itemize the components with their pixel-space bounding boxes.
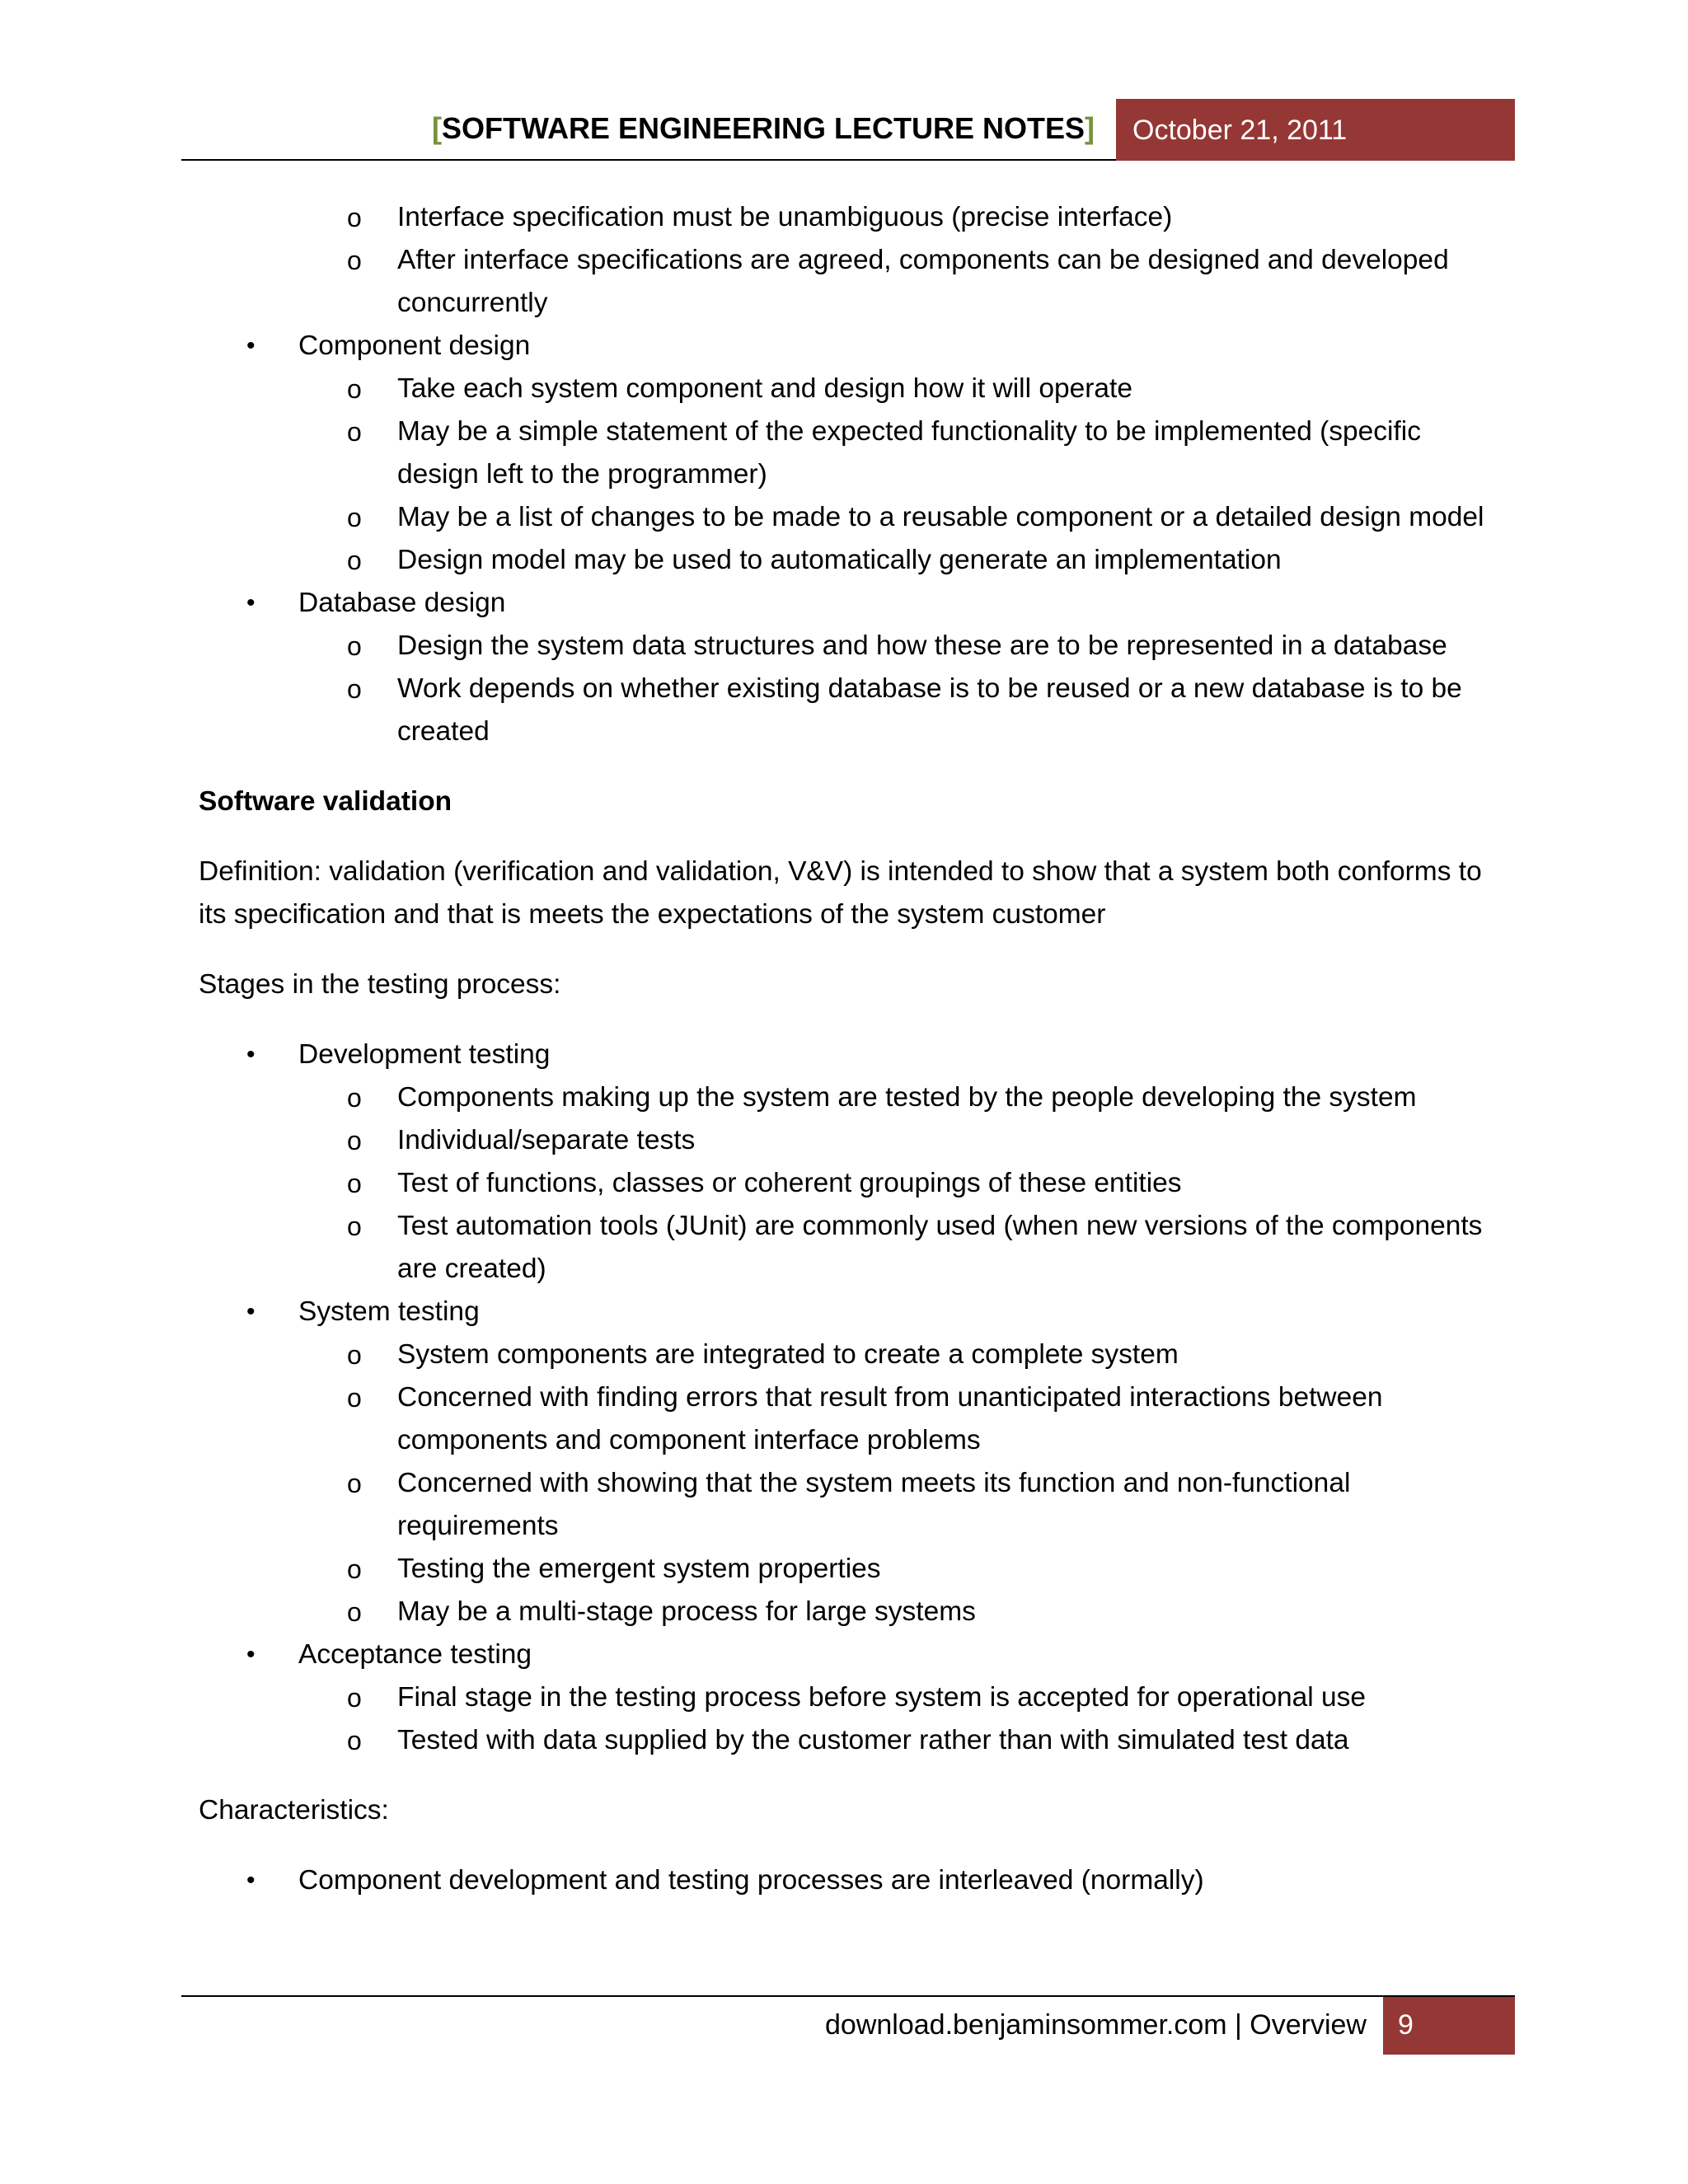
bullet-characteristic bbox=[199, 1859, 1501, 1902]
list-item bbox=[199, 496, 1501, 539]
list-item bbox=[199, 1719, 1501, 1762]
sub-bullet-marker: o bbox=[347, 417, 362, 447]
sub-bullet-marker: o bbox=[347, 1554, 362, 1584]
list-item-text: Interface specification must be unambiguous (precise interface) bbox=[397, 202, 1173, 232]
list-item-text: Concerned with showing that the system meets its function and non-functional requirements bbox=[397, 1468, 1351, 1541]
header-bracket-close: ] bbox=[1085, 111, 1095, 145]
bullet-marker: • bbox=[246, 1298, 256, 1325]
spacer bbox=[199, 1832, 1501, 1859]
list-item-text: Work depends on whether existing database is to be reused or a new database is to be created bbox=[397, 673, 1462, 747]
header-bracket-open: [ bbox=[431, 111, 442, 145]
sub-bullet-marker: o bbox=[347, 1212, 362, 1241]
characteristics-intro: Characteristics: bbox=[199, 1795, 389, 1825]
list-item-text: Test automation tools (JUnit) are commonly used (when new versions of the components are created) bbox=[397, 1211, 1483, 1284]
bullet-database-design bbox=[199, 582, 1501, 625]
list-item-text: May be a list of changes to be made to a reusable component or a detailed design model bbox=[397, 502, 1484, 532]
sub-bullet-marker: o bbox=[347, 503, 362, 532]
header-date: October 21, 2011 bbox=[1116, 99, 1515, 161]
bullet-component-design bbox=[199, 325, 1501, 368]
list-item-text: Final stage in the testing process before system is accepted for operational use bbox=[397, 1682, 1367, 1713]
sub-bullet-marker: o bbox=[347, 1083, 362, 1113]
sub-bullet-marker: o bbox=[347, 374, 362, 404]
list-item-text: Components making up the system are tested by the people developing the system bbox=[397, 1082, 1417, 1113]
list-item bbox=[199, 539, 1501, 582]
bullet-system-testing bbox=[199, 1291, 1501, 1333]
list-item-text: Design the system data structures and how these are to be represented in a database bbox=[397, 630, 1447, 661]
sub-bullet-marker: o bbox=[347, 203, 362, 232]
sub-bullet-marker: o bbox=[347, 1726, 362, 1755]
list-item bbox=[199, 1333, 1501, 1376]
footer-source: download.benjaminsommer.com | Overview bbox=[825, 2009, 1367, 2041]
sub-bullet-marker: o bbox=[347, 1126, 362, 1155]
bullet-label: Component development and testing processes are interleaved (normally) bbox=[298, 1865, 1204, 1896]
list-item-text: System components are integrated to create a complete system bbox=[397, 1339, 1179, 1370]
bullet-label: Development testing bbox=[298, 1039, 551, 1070]
spacer bbox=[199, 1006, 1501, 1033]
bullet-label: Acceptance testing bbox=[298, 1639, 532, 1670]
bullet-label: Component design bbox=[298, 330, 531, 361]
bullet-marker: • bbox=[246, 1041, 256, 1068]
list-item bbox=[199, 1076, 1501, 1119]
bullet-acceptance-testing bbox=[199, 1633, 1501, 1676]
bullet-marker: • bbox=[246, 1641, 256, 1668]
list-item-text: Test of functions, classes or coherent groupings of these entities bbox=[397, 1168, 1182, 1198]
list-item bbox=[199, 1591, 1501, 1633]
list-item-text: Tested with data supplied by the customer rather than with simulated test data bbox=[397, 1725, 1349, 1755]
list-item bbox=[199, 1205, 1501, 1291]
page-content bbox=[199, 196, 1501, 1902]
list-item-text: May be a multi-stage process for large systems bbox=[397, 1596, 976, 1627]
bullet-label: Database design bbox=[298, 588, 506, 618]
sub-bullet-marker: o bbox=[347, 1597, 362, 1627]
sub-bullet-marker: o bbox=[347, 546, 362, 575]
list-item-text: Design model may be used to automatically generate an implementation bbox=[397, 545, 1282, 575]
page-header bbox=[181, 99, 1515, 161]
list-item bbox=[199, 1376, 1501, 1462]
bullet-marker: • bbox=[246, 332, 256, 359]
list-item-text: After interface specifications are agreed, components can be designed and developed concurrently bbox=[397, 245, 1449, 318]
list-item bbox=[199, 1548, 1501, 1591]
list-item bbox=[199, 625, 1501, 668]
sub-bullet-marker: o bbox=[347, 1169, 362, 1198]
bullet-development-testing bbox=[199, 1033, 1501, 1076]
sub-bullet-marker: o bbox=[347, 631, 362, 661]
definition-paragraph: Definition: validation (verification and validation, V&V) is intended to show that a system both conforms to its specification and that is meets the expectations of the system customer bbox=[199, 856, 1482, 930]
list-item bbox=[199, 668, 1501, 753]
list-item bbox=[199, 368, 1501, 410]
stages-intro: Stages in the testing process: bbox=[199, 969, 561, 1000]
list-item-text: Concerned with finding errors that result from unanticipated interactions between components and component interface problems bbox=[397, 1382, 1383, 1455]
sub-bullet-marker: o bbox=[347, 1683, 362, 1713]
sub-bullet-marker: o bbox=[347, 674, 362, 704]
list-item-text: Individual/separate tests bbox=[397, 1125, 696, 1155]
spacer bbox=[199, 1762, 1501, 1789]
list-item-text: Take each system component and design how it will operate bbox=[397, 373, 1132, 404]
sub-bullet-marker: o bbox=[347, 1469, 362, 1498]
list-item bbox=[199, 410, 1501, 496]
list-item bbox=[199, 1676, 1501, 1719]
page-number: 9 bbox=[1383, 1997, 1515, 2055]
sub-bullet-marker: o bbox=[347, 1340, 362, 1370]
list-item bbox=[199, 1462, 1501, 1548]
list-item bbox=[199, 1119, 1501, 1162]
spacer bbox=[199, 823, 1501, 851]
sub-bullet-marker: o bbox=[347, 1383, 362, 1413]
spacer bbox=[199, 753, 1501, 780]
bullet-label: System testing bbox=[298, 1296, 480, 1327]
section-heading: Software validation bbox=[199, 786, 452, 817]
spacer bbox=[199, 936, 1501, 963]
list-item bbox=[199, 196, 1501, 239]
bullet-marker: • bbox=[246, 589, 256, 616]
bullet-marker: • bbox=[246, 1867, 256, 1894]
header-title-text: SOFTWARE ENGINEERING LECTURE NOTES bbox=[441, 111, 1085, 145]
list-item bbox=[199, 1162, 1501, 1205]
list-item bbox=[199, 239, 1501, 325]
list-item-text: May be a simple statement of the expected functionality to be implemented (specific design left to the programmer) bbox=[397, 416, 1422, 490]
header-title bbox=[432, 110, 1095, 147]
page-footer bbox=[181, 1995, 1515, 2055]
list-item-text: Testing the emergent system properties bbox=[397, 1554, 881, 1584]
sub-bullet-marker: o bbox=[347, 246, 362, 275]
